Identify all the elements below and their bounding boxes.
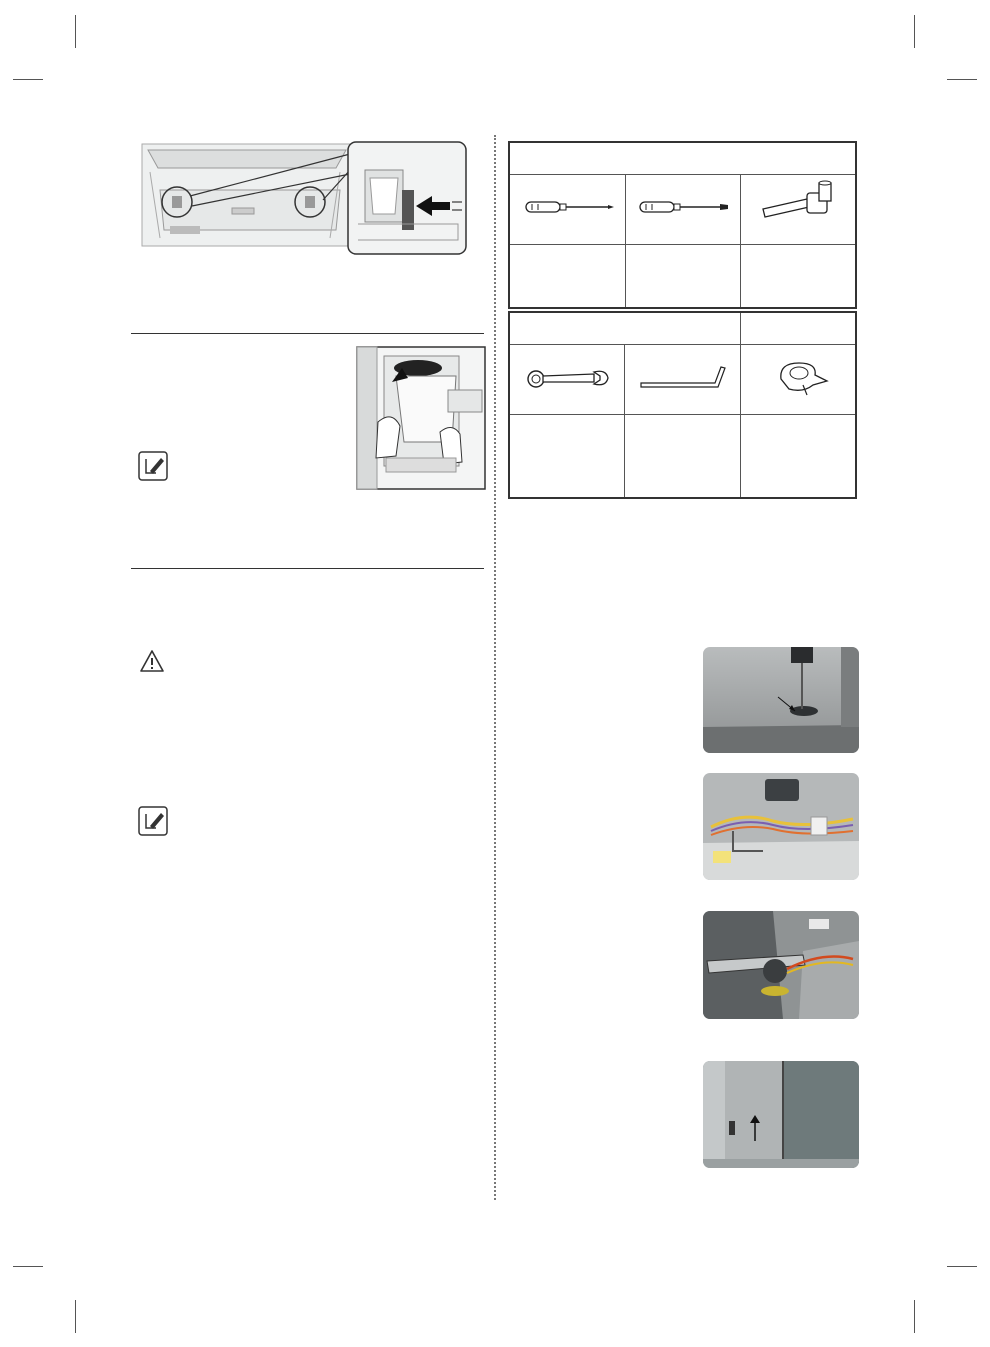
hex-key-icon (625, 345, 739, 409)
shelf-cover-latch-illustration (140, 140, 470, 258)
tool-cell (509, 345, 625, 415)
tool-cell (509, 175, 625, 245)
tools-table-bottom (508, 311, 857, 499)
combination-wrench-icon (510, 345, 624, 409)
tool-cell (625, 345, 740, 415)
tool-label-cell (509, 415, 625, 499)
tool-cell (741, 175, 857, 245)
hinge-wrench-photo (703, 911, 859, 1019)
ice-bucket-removal-illustration (356, 346, 488, 492)
tool-label-cell (509, 245, 625, 309)
note-icon (138, 451, 168, 481)
crop-mark (914, 1300, 915, 1333)
section-rule (131, 568, 484, 569)
tools-table-header (509, 312, 740, 345)
caution-icon (139, 649, 165, 673)
drill-hole-photo (703, 647, 859, 753)
tool-label-cell (625, 415, 740, 499)
tools-table-top (508, 141, 857, 309)
tools-table-header (740, 312, 856, 345)
column-divider (494, 135, 496, 1200)
note-icon (138, 806, 168, 836)
door-lift-photo (703, 1061, 859, 1168)
crop-mark (13, 1266, 43, 1267)
crop-mark (13, 79, 43, 80)
crop-mark (75, 15, 76, 48)
crop-mark (947, 79, 977, 80)
socket-wrench-icon (741, 175, 855, 239)
tool-label-cell (740, 415, 856, 499)
tool-cell (625, 175, 741, 245)
crop-mark (947, 1266, 977, 1267)
hinge-wiring-photo (703, 773, 859, 880)
water-line-clip-icon (741, 345, 855, 409)
tool-label-cell (625, 245, 741, 309)
tools-table-header (509, 142, 856, 175)
crop-mark (75, 1300, 76, 1333)
phillips-screwdriver-icon (510, 175, 624, 239)
crop-mark (914, 15, 915, 48)
tool-cell (740, 345, 856, 415)
section-rule (131, 333, 484, 334)
flat-screwdriver-icon (626, 175, 740, 239)
tool-label-cell (741, 245, 857, 309)
